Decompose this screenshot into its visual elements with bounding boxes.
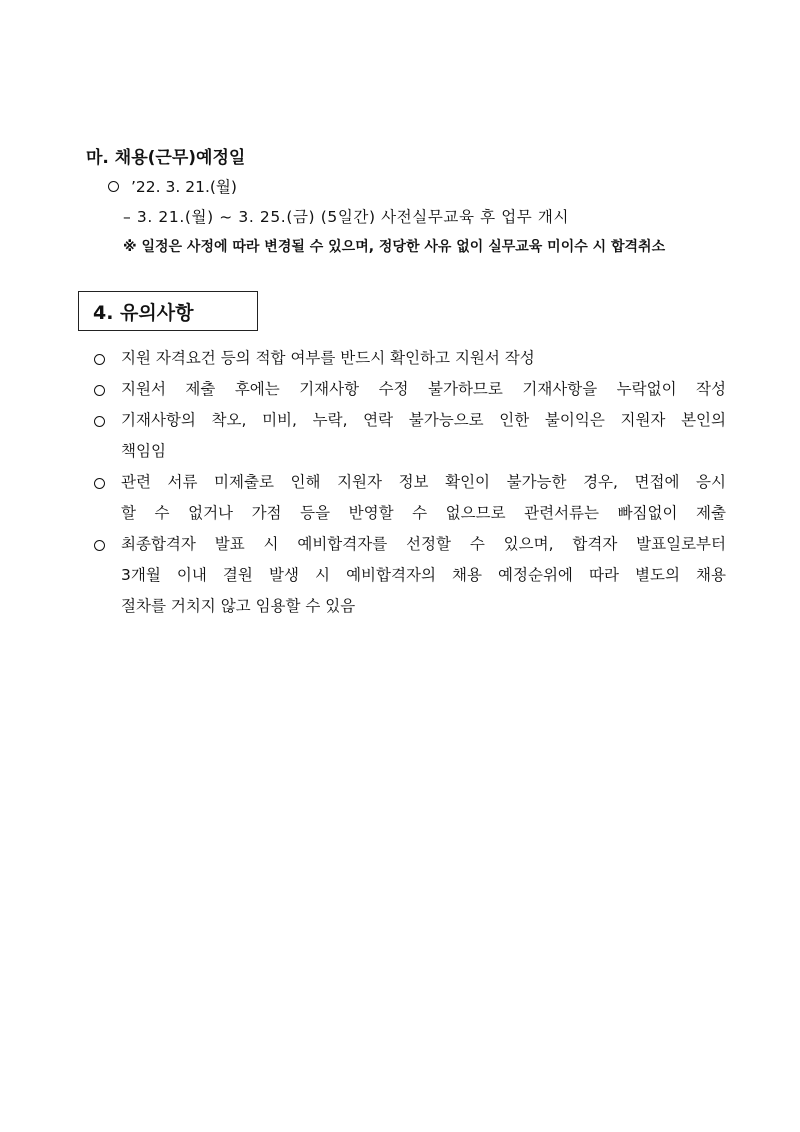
circle-bullet-icon bbox=[94, 385, 105, 396]
notice-item-5-line-1: 최종합격자 발표 시 예비합격자를 선정할 수 있으며, 합격자 발표일로부터 bbox=[121, 535, 726, 553]
circle-bullet-icon bbox=[94, 354, 105, 365]
schedule-detail: – 3. 21.(월) ~ 3. 25.(금) (5일간) 사전실무교육 후 업무 개시 bbox=[123, 208, 570, 226]
notice-item-1: 지원 자격요건 등의 적합 여부를 반드시 확인하고 지원서 작성 bbox=[121, 349, 535, 367]
schedule-date: ’22. 3. 21.(월) bbox=[131, 178, 237, 196]
notice-item-5-line-2: 3개월 이내 결원 발생 시 예비합격자의 채용 예정순위에 따라 별도의 채용 bbox=[121, 566, 726, 584]
schedule-note: ※ 일정은 사정에 따라 변경될 수 있으며, 정당한 사유 없이 실무교육 미이수 시 합격취소 bbox=[123, 239, 666, 255]
circle-bullet-icon bbox=[94, 416, 105, 427]
notice-item-2: 지원서 제출 후에는 기재사항 수정 불가하므로 기재사항을 누락없이 작성 bbox=[121, 380, 726, 398]
circle-bullet-icon bbox=[94, 478, 105, 489]
notice-item-5-line-3: 절차를 거치지 않고 임용할 수 있음 bbox=[121, 597, 356, 615]
section-4-title: 4. 유의사항 bbox=[93, 302, 194, 324]
circle-bullet-icon bbox=[94, 540, 105, 551]
notice-item-4-line-2: 할 수 없거나 가점 등을 반영할 수 없으므로 관련서류는 빠짐없이 제출 bbox=[121, 504, 726, 522]
section-4-header-box bbox=[78, 291, 258, 331]
section-ma-title: 마. 채용(근무)예정일 bbox=[86, 148, 246, 168]
notice-item-3-line-1: 기재사항의 착오, 미비, 누락, 연락 불가능으로 인한 불이익은 지원자 본인의 bbox=[121, 411, 726, 429]
circle-bullet-icon bbox=[108, 181, 119, 192]
notice-item-3-line-2: 책임임 bbox=[121, 442, 166, 460]
notice-item-4-line-1: 관련 서류 미제출로 인해 지원자 정보 확인이 불가능한 경우, 면접에 응시 bbox=[121, 473, 726, 491]
